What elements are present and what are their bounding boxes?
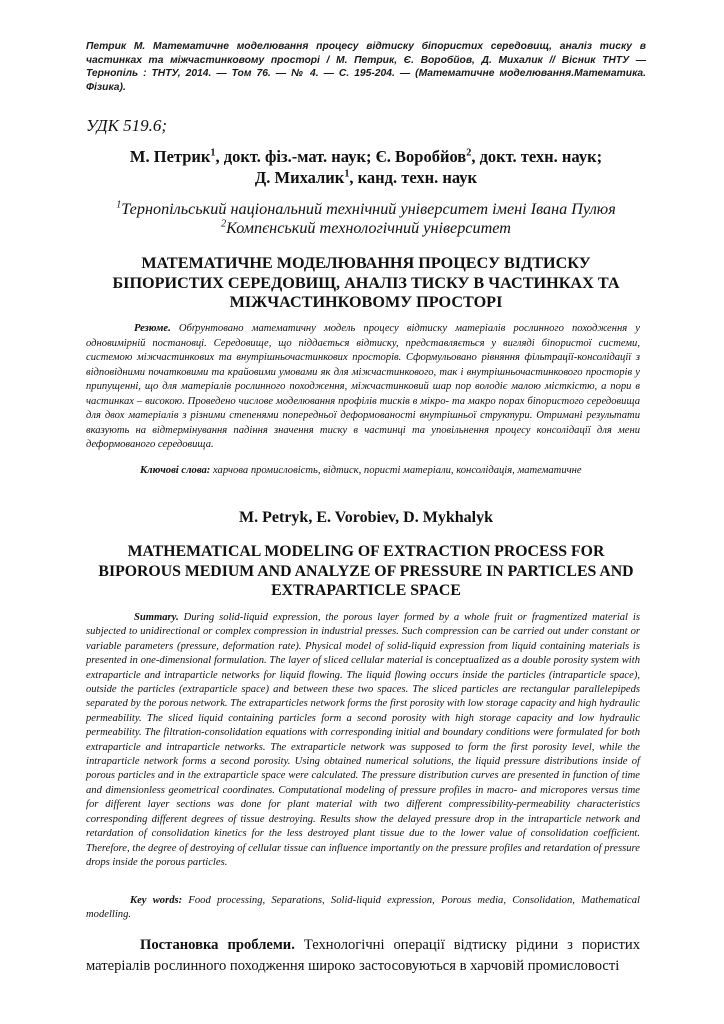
keywords-label: Ключові слова: [140, 465, 211, 476]
section-heading: Постановка проблеми. [140, 937, 295, 953]
affiliation-line [86, 219, 646, 238]
author-degree: , канд. техн. наук [349, 168, 478, 187]
affiliation-text: Тернопільський національний технічний університет імені Івана Пулюя [121, 200, 616, 218]
author-name: Є. Воробйов [375, 147, 467, 166]
keywords-english [86, 894, 640, 923]
authors-ukrainian [86, 146, 646, 188]
affiliation-marker: 2 [466, 147, 472, 159]
abstract-text: During solid-liquid expression, the porous layer formed by a whole fruit or fragmentized material is subjected to unidirectional or complex compression in industrial presses. Such compression can be carried out under constant or variable parameters (pressure, deformation rate). Physical model of solid-liquid expression from liquid containing materials is presented in one-dimensional formulation. The layer of sliced cellular material is conceptualized as a double porosity system with extraparticle and intraparticle networks for liquid flowing. The liquid flowing occurs inside the particles (intraparticle space), outside the particles (extraparticle space) and between these two spaces. The sliced particles are rectangular parallelepipeds separated by the porous network. The extraparticles network forms the first porosity with low storage capacity and high hydraulic permeability. The sliced liquid containing particles form a second porosity with high storage capacity and low hydraulic permeability. The filtration-consolidation equations with corresponding initial and boundary conditions were formulated for both extraparticle and intraparticle networks. The extraparticle network was supposed to form the first porosity level, while the intraparticle network forms a second porosity. Using obtained numerical solutions, the liquid pressure distributions inside of porous particles and in the extraparticle space were calculated. The pressure distribution curves are presented in function of time and dimensionless geometrical coordinates. Computational modeling of pressure profiles in macro- and micropores versus time for different layer sections was done for plant material with two different compressibility-permeability characteristics corresponding different degrees of tissue destroying. Results show the delayed pressure drop in the intraparticle network and retardation of consolidation kinetics for the less destroyed plant tissue due to the lower value of consolidation coefficient. Therefore, the degree of destroying of cellular tissue can influence importantly on the pressure profiles and retardation of pressure drops inside the porous particles. [86, 612, 640, 868]
paragraph-text: Технологічні операції відтиску рідини з пористих матеріалів рослинного походження широко застосовуються в харчовій промисловості [86, 937, 640, 974]
title-english: MATHEMATICAL MODELING OF EXTRACTION PROCESS FOR BIPOROUS MEDIUM AND ANALYZE OF PRESSURE IN PARTICLES AND EXTRAPARTICLE SPACE [98, 543, 634, 599]
citation-reference: Петрик М. Математичне моделювання процесу відтиску біпористих середовищ, аналіз тиску в частинках та міжчастинковому просторі / М. Петрик, Є. Воробйов, Д. Михалик // Вісник ТНТУ — Тернопіль : ТНТУ, 2014. — Том 76. — № 4. — С. 195-204. — (Математичне моделювання.Математика. Фізика). [86, 41, 646, 93]
affiliation-marker: 2 [221, 218, 227, 230]
author-name: Д. Михалик [254, 168, 345, 187]
udk-code: УДК 519.6; [86, 116, 168, 135]
abstract-ukrainian [86, 322, 640, 453]
affiliation-marker: 1 [344, 168, 350, 180]
keywords-label: Key words: [130, 895, 183, 906]
affiliation-text: Компєнський технологічний університет [226, 219, 511, 237]
author-name: М. Петрик [129, 147, 211, 166]
keywords-text: Food processing, Separations, Solid-liquid expression, Porous media, Consolidation, Mathematical modelling. [86, 895, 640, 921]
keywords-text: харчова промисловість, відтиск, пористі матеріали, консолідація, математичне [210, 465, 582, 476]
affiliation-marker: 1 [210, 147, 216, 159]
author-degree: , докт. фіз.-мат. наук; [215, 147, 376, 166]
abstract-english [86, 611, 640, 870]
affiliation-line [86, 200, 646, 219]
author-degree: , докт. техн. наук; [471, 147, 603, 166]
body-paragraph [86, 935, 640, 977]
title-ukrainian: МАТЕМАТИЧНЕ МОДЕЛЮВАННЯ ПРОЦЕСУ ВІДТИСКУ БІПОРИСТИХ СЕРЕДОВИЩ, АНАЛІЗ ТИСКУ В ЧАСТИНКАХ ТА МІЖЧАСТИНКОВОМУ ПРОСТОРІ [112, 254, 620, 311]
affiliations [86, 200, 646, 238]
authors-english: M. Petryk, E. Vorobiev, D. Mykhalyk [239, 509, 493, 526]
abstract-label: Резюме. [134, 323, 171, 334]
affiliation-marker: 1 [116, 199, 122, 211]
keywords-ukrainian [86, 464, 640, 479]
abstract-label: Summary. [134, 612, 179, 623]
abstract-text: Обґрунтовано математичну модель процесу відтиску матеріалів рослинного походження у одновимірній постановці. Середовище, що піддається відтиску, представляється у вигляді біпористої системи, системою міжчастинкових та внутрішньочастинкових просторів. Сформульовано рівняння фільтрації-консолідації з відповідними початковими та крайовими умовами як для міжчастинкового, так і внутрішньочастинкового просторів у припущенні, що для матеріалів рослинного походження, міжчастинковий шар пор володіє малою місткістю, а пори в частинках – високою. Проведено числове моделювання профілів тисків в мікро- та макро порах біпористого середовища для двох матеріалів з різними степенями попередньої деформованості внутрішньої структури. Отримані результати вказують на відтермінування падіння значення тиску в частинці та уповільнення процесу консолідації для мени деформованого середовища. [86, 323, 640, 451]
